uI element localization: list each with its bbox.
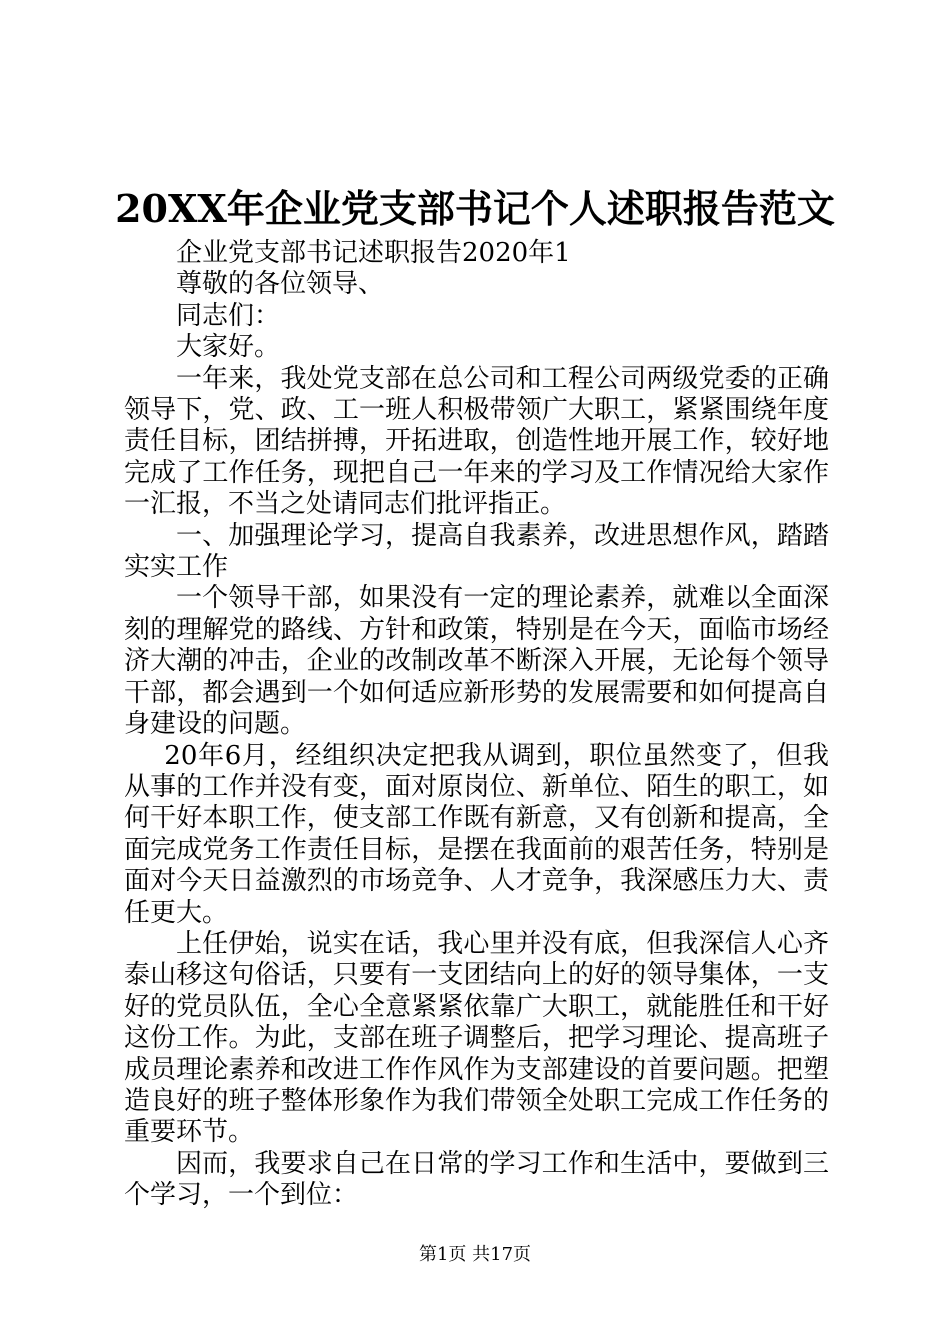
paragraph-greeting: 大家好。 <box>176 332 281 363</box>
document-title: 20XX年企业党支部书记个人述职报告范文 <box>115 186 835 231</box>
paragraph-requirements: 因而，我要求自己在日常的学习工作和生活中，要做到三个学习，一个到位： <box>124 1148 829 1211</box>
paragraph-appointment: 20年6月，经组织决定把我从调到，职位虽然变了，但我从事的工作并没有变，面对原岗位、新单位、陌生的职工，如何干好本职工作，使支部工作既有新意，又有创新和提高，全面完成党务工作责任目标，是摆在我面前的艰苦任务，特别是面对今天日益激烈的市场竞争、人才竞争，我深感压力大、责任更大。 <box>124 740 829 928</box>
paragraph-theory: 一个领导干部，如果没有一定的理论素养，就难以全面深刻的理解党的路线、方针和政策，特别是在今天，面临市场经济大潮的冲击，企业的改制改革不断深入开展，无论每个领导干部，都会遇到一个如何适应新形势的发展需要和如何提高自身建设的问题。 <box>124 583 829 740</box>
page-number-footer: 第1页 共17页 <box>418 1244 532 1265</box>
paragraph-salutation: 尊敬的各位领导、 <box>176 269 385 300</box>
paragraph-intro: 一年来，我处党支部在总公司和工程公司两级党委的正确领导下，党、政、工一班人积极带领广大职工，紧紧围绕年度责任目标，团结拼搏，开拓进取，创造性地开展工作，较好地完成了工作任务，现把自己一年来的学习及工作情况给大家作一汇报，不当之处请同志们批评指正。 <box>124 363 829 520</box>
paragraph-salutation-continued: 同志们： <box>176 300 281 331</box>
document-body <box>124 238 829 1212</box>
paragraph-subtitle: 企业党支部书记述职报告2020年1 <box>176 238 571 268</box>
section-heading: 一、加强理论学习，提高自我素养，改进思想作风，踏踏实实工作 <box>124 520 829 583</box>
paragraph-taking-office: 上任伊始，说实在话，我心里并没有底，但我深信人心齐泰山移这句俗话，只要有一支团结向上的好的领导集体，一支好的党员队伍，全心全意紧紧依靠广大职工，就能胜任和干好这份工作。为此，支部在班子调整后，把学习理论、提高班子成员理论素养和改进工作作风作为支部建设的首要问题。把塑造良好的班子整体形象作为我们带领全处职工完成工作任务的重要环节。 <box>124 928 829 1148</box>
